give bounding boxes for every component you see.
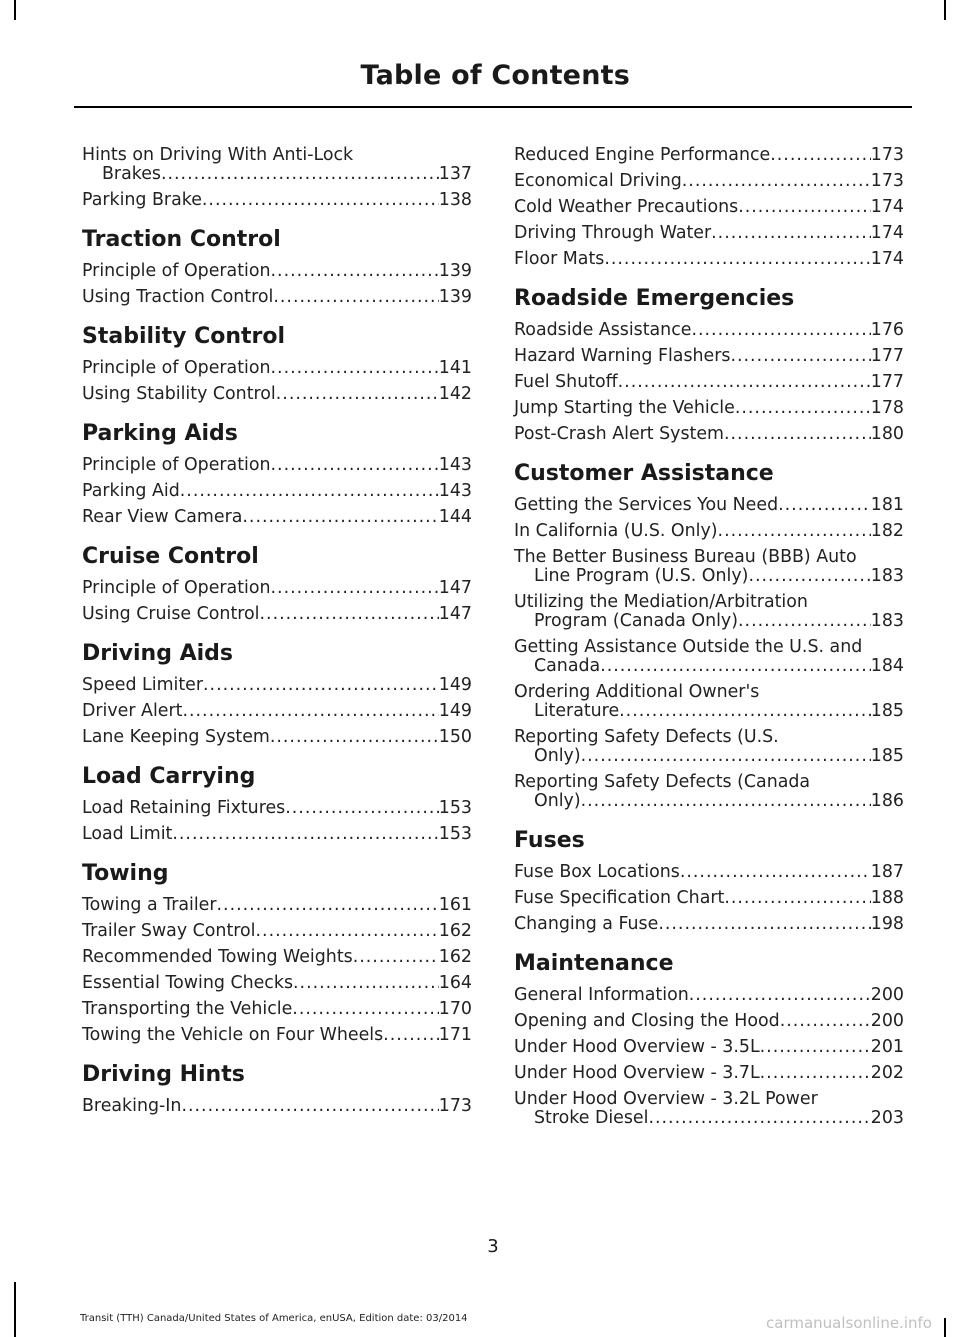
toc-entry-line: [514, 702, 904, 721]
toc-dot-leader: [748, 567, 870, 586]
section-heading: Load Carrying: [82, 764, 256, 789]
toc-entry[interactable]: [514, 146, 904, 165]
toc-entry-line: [514, 548, 904, 567]
toc-entry[interactable]: [514, 773, 904, 811]
edition-footer: Transit (TTH) Canada/United States of America, enUSA, Edition date: 03/2014: [80, 1313, 468, 1324]
toc-entry-title: Fuse Box Locations: [514, 862, 680, 882]
toc-entry-title: Using Cruise Control: [82, 604, 260, 624]
toc-entry-line: [82, 262, 472, 281]
toc-dot-leader: [770, 146, 871, 165]
toc-entry-line: [514, 728, 904, 747]
toc-entry-line: [82, 896, 472, 915]
toc-dot-leader: [271, 456, 439, 475]
toc-entry-title: Trailer Sway Control: [82, 921, 256, 941]
page-title: Table of Contents: [360, 60, 630, 91]
toc-entry-title: Towing a Trailer: [82, 895, 217, 915]
toc-entry-line: [82, 605, 472, 624]
toc-entry[interactable]: [514, 683, 904, 721]
toc-dot-leader: [778, 496, 871, 515]
toc-dot-leader: [691, 321, 870, 340]
toc-entry-title: Principle of Operation: [82, 578, 271, 598]
toc-page-number: 186: [870, 791, 904, 811]
toc-dot-leader: [180, 482, 439, 501]
toc-page-number: 177: [870, 372, 904, 392]
toc-page-number: 202: [870, 1063, 904, 1083]
toc-page-number: 153: [438, 824, 472, 844]
toc-entry-line: [514, 986, 904, 1005]
toc-entry-title: Only): [534, 746, 581, 766]
toc-entry-line: [82, 676, 472, 695]
toc-entry-title: Post-Crash Alert System: [514, 424, 724, 444]
toc-dot-leader: [182, 702, 438, 721]
toc-page-number: 184: [870, 656, 904, 676]
toc-entry-line: [514, 657, 904, 676]
toc-page-number: 173: [870, 145, 904, 165]
toc-entry[interactable]: [82, 385, 472, 404]
toc-entry-title: Program (Canada Only): [534, 611, 739, 631]
toc-entry[interactable]: [82, 1097, 472, 1116]
toc-entry-title: Under Hood Overview - 3.5L: [514, 1037, 760, 1057]
toc-entry-line: [514, 373, 904, 392]
toc-entry-title: Opening and Closing the Hood: [514, 1011, 780, 1031]
toc-page-number: 139: [438, 287, 472, 307]
toc-entry-line: [514, 863, 904, 882]
section-heading: Fuses: [514, 828, 585, 853]
toc-page-number: 161: [438, 895, 472, 915]
toc-entry-line: [514, 347, 904, 366]
toc-entry[interactable]: [82, 579, 472, 598]
toc-page-number: 185: [870, 746, 904, 766]
toc-entry-title: Economical Driving: [514, 171, 682, 191]
toc-entry-title: Lane Keeping System: [82, 727, 270, 747]
toc-entry-line: [82, 288, 472, 307]
toc-dot-leader: [735, 399, 871, 418]
toc-entry-line: [514, 915, 904, 934]
toc-entry-line: [514, 612, 904, 631]
toc-entry[interactable]: [82, 1000, 472, 1019]
toc-entry-title: Driver Alert: [82, 701, 183, 721]
toc-dot-leader: [383, 1026, 439, 1045]
toc-page-number: 153: [438, 798, 472, 818]
toc-page-number: 138: [438, 190, 472, 210]
crop-mark-top-right: [944, 0, 946, 20]
toc-page-number: 177: [870, 346, 904, 366]
toc-entry-title: Principle of Operation: [82, 358, 271, 378]
toc-entry-line: [514, 683, 904, 702]
toc-entry-line: [82, 146, 472, 165]
toc-page-number: 150: [438, 727, 472, 747]
section-heading: Traction Control: [82, 227, 281, 252]
toc-entry-line: [514, 321, 904, 340]
toc-entry[interactable]: [514, 728, 904, 766]
toc-entry-title: In California (U.S. Only): [514, 521, 718, 541]
toc-entry-line: [514, 593, 904, 612]
toc-dot-leader: [648, 1109, 870, 1128]
toc-entry-line: [82, 728, 472, 747]
page-number: 3: [487, 1236, 499, 1257]
toc-entry-line: [514, 1012, 904, 1031]
toc-entry-title: General Information: [514, 985, 689, 1005]
toc-entry-line: [82, 385, 472, 404]
toc-page-number: 201: [870, 1037, 904, 1057]
toc-entry-title: Using Stability Control: [82, 384, 276, 404]
toc-entry[interactable]: [82, 262, 472, 281]
toc-page-number: 137: [438, 164, 472, 184]
toc-dot-leader: [780, 1012, 871, 1031]
toc-page-number: 203: [870, 1108, 904, 1128]
toc-page-number: 182: [870, 521, 904, 541]
toc-entry[interactable]: [514, 224, 904, 243]
toc-dot-leader: [618, 373, 871, 392]
section-heading: Customer Assistance: [514, 461, 774, 486]
toc-dot-leader: [217, 896, 439, 915]
toc-entry-title: Cold Weather Precautions: [514, 197, 739, 217]
toc-dot-leader: [680, 863, 871, 882]
toc-entry-line: [82, 165, 472, 184]
toc-page-number: 198: [870, 914, 904, 934]
crop-mark-bottom-left: [14, 1282, 16, 1337]
toc-entry-title: Fuse Specification Chart: [514, 888, 725, 908]
toc-entry[interactable]: [82, 948, 472, 967]
toc-entry[interactable]: [82, 146, 472, 184]
toc-dot-leader: [273, 288, 438, 307]
toc-entry-title: Literature: [534, 701, 620, 721]
toc-page-number: 183: [870, 611, 904, 631]
toc-dot-leader: [271, 262, 439, 281]
toc-entry-line: [514, 172, 904, 191]
toc-dot-leader: [203, 676, 439, 695]
toc-entry-line: [82, 948, 472, 967]
toc-entry-line: [514, 792, 904, 811]
toc-page-number: 178: [870, 398, 904, 418]
toc-entry-line: [514, 198, 904, 217]
toc-dot-leader: [581, 747, 871, 766]
toc-entry-line: [514, 425, 904, 444]
toc-entry-title: Essential Towing Checks: [82, 973, 294, 993]
toc-entry-title: Breaking-In: [82, 1096, 182, 1116]
toc-dot-leader: [172, 825, 438, 844]
toc-dot-leader: [682, 172, 871, 191]
toc-dot-leader: [600, 657, 871, 676]
toc-entry-title: Only): [534, 791, 581, 811]
toc-dot-leader: [711, 224, 871, 243]
crop-mark-top-left: [14, 0, 16, 20]
toc-page-number: 176: [870, 320, 904, 340]
crop-mark-bottom-right: [944, 1318, 946, 1337]
toc-entry-title: Canada: [534, 656, 601, 676]
toc-dot-leader: [292, 1000, 439, 1019]
toc-dot-leader: [760, 1038, 871, 1057]
toc-dot-leader: [760, 1064, 871, 1083]
toc-page-number: 149: [438, 701, 472, 721]
toc-entry[interactable]: [82, 508, 472, 527]
toc-entry[interactable]: [82, 1026, 472, 1045]
toc-entry-title: Using Traction Control: [82, 287, 274, 307]
toc-entry-title: Principle of Operation: [82, 455, 271, 475]
toc-page-number: 170: [438, 999, 472, 1019]
toc-dot-leader: [260, 605, 439, 624]
toc-page-number: 162: [438, 947, 472, 967]
toc-entry-title: Principle of Operation: [82, 261, 271, 281]
toc-page-number: 142: [438, 384, 472, 404]
toc-entry-title: Reporting Safety Defects (Canada: [514, 772, 811, 792]
toc-entry-title: Parking Aid: [82, 481, 180, 501]
toc-page-number: 180: [870, 424, 904, 444]
toc-entry-title: Recommended Towing Weights: [82, 947, 353, 967]
toc-dot-leader: [738, 612, 871, 631]
toc-entry-line: [82, 1026, 472, 1045]
toc-dot-leader: [353, 948, 439, 967]
toc-dot-leader: [285, 799, 439, 818]
section-heading: Cruise Control: [82, 544, 259, 569]
toc-dot-leader: [293, 974, 439, 993]
toc-entry-title: Load Retaining Fixtures: [82, 798, 286, 818]
toc-dot-leader: [181, 1097, 438, 1116]
watermark: carmanualsonline.info: [766, 1314, 932, 1332]
section-heading: Parking Aids: [82, 421, 238, 446]
toc-entry-line: [514, 250, 904, 269]
toc-entry-line: [82, 508, 472, 527]
toc-page-number: 141: [438, 358, 472, 378]
toc-page-number: 200: [870, 1011, 904, 1031]
toc-page-number: 143: [438, 481, 472, 501]
toc-entry-line: [82, 799, 472, 818]
toc-page-number: 164: [438, 973, 472, 993]
toc-dot-leader: [738, 198, 871, 217]
toc-entry[interactable]: [514, 347, 904, 366]
toc-page-number: 181: [870, 495, 904, 515]
toc-page-number: 188: [870, 888, 904, 908]
section-heading: Stability Control: [82, 324, 286, 349]
toc-entry[interactable]: [514, 172, 904, 191]
toc-dot-leader: [581, 792, 871, 811]
toc-dot-leader: [724, 425, 871, 444]
toc-entry[interactable]: [514, 889, 904, 908]
toc-entry-line: [82, 974, 472, 993]
toc-entry-title: Floor Mats: [514, 249, 605, 269]
toc-entry-line: [514, 1038, 904, 1057]
toc-entry-title: Getting the Services You Need: [514, 495, 779, 515]
toc-dot-leader: [256, 922, 439, 941]
toc-dot-leader: [202, 191, 439, 210]
toc-entry-line: [82, 579, 472, 598]
toc-entry[interactable]: [82, 974, 472, 993]
toc-page-number: 143: [438, 455, 472, 475]
toc-entry-line: [514, 1090, 904, 1109]
toc-page-number: 149: [438, 675, 472, 695]
toc-entry-line: [82, 825, 472, 844]
toc-entry-line: [514, 1109, 904, 1128]
toc-page-number: 187: [870, 862, 904, 882]
toc-entry[interactable]: [514, 1090, 904, 1128]
toc-page-number: 174: [870, 197, 904, 217]
section-heading: Driving Hints: [82, 1062, 245, 1087]
toc-entry[interactable]: [82, 728, 472, 747]
toc-entry-line: [514, 496, 904, 515]
toc-entry-title: Towing the Vehicle on Four Wheels: [82, 1025, 384, 1045]
toc-entry-line: [82, 1000, 472, 1019]
toc-entry[interactable]: [514, 522, 904, 541]
toc-entry[interactable]: [82, 922, 472, 941]
toc-entry-line: [82, 456, 472, 475]
toc-entry-line: [514, 1064, 904, 1083]
toc-entry-title: Under Hood Overview - 3.2L Power: [514, 1089, 818, 1109]
toc-entry[interactable]: [514, 548, 904, 586]
toc-entry-title: The Better Business Bureau (BBB) Auto: [514, 547, 857, 567]
toc-entry[interactable]: [514, 638, 904, 676]
toc-entry[interactable]: [514, 250, 904, 269]
toc-entry[interactable]: [514, 399, 904, 418]
header-divider: [74, 106, 912, 108]
toc-entry[interactable]: [514, 915, 904, 934]
toc-entry[interactable]: [82, 359, 472, 378]
toc-page-number: 139: [438, 261, 472, 281]
toc-entry-title: Roadside Assistance: [514, 320, 692, 340]
toc-entry-title: Stroke Diesel: [534, 1108, 649, 1128]
toc-page-number: 147: [438, 604, 472, 624]
toc-entry[interactable]: [82, 191, 472, 210]
toc-page-number: 183: [870, 566, 904, 586]
toc-entry[interactable]: [82, 799, 472, 818]
section-heading: Towing: [82, 861, 169, 886]
toc-entry-line: [514, 747, 904, 766]
toc-entry-title: Reduced Engine Performance: [514, 145, 771, 165]
toc-entry[interactable]: [514, 986, 904, 1005]
toc-entry-line: [82, 922, 472, 941]
toc-entry-line: [82, 702, 472, 721]
toc-entry-title: Hazard Warning Flashers: [514, 346, 731, 366]
toc-entry[interactable]: [82, 676, 472, 695]
toc-page-number: 147: [438, 578, 472, 598]
toc-dot-leader: [619, 702, 871, 721]
toc-page-number: 185: [870, 701, 904, 721]
toc-entry-title: Fuel Shutoff: [514, 372, 618, 392]
toc-entry-title: Parking Brake: [82, 190, 202, 210]
toc-dot-leader: [276, 385, 439, 404]
toc-dot-leader: [718, 522, 871, 541]
toc-page-number: 174: [870, 223, 904, 243]
toc-dot-leader: [658, 915, 870, 934]
toc-entry[interactable]: [82, 825, 472, 844]
toc-dot-leader: [271, 579, 439, 598]
toc-entry-title: Brakes: [102, 164, 161, 184]
toc-entry-title: Changing a Fuse: [514, 914, 659, 934]
toc-entry-title: Transporting the Vehicle: [82, 999, 293, 1019]
toc-dot-leader: [724, 889, 870, 908]
toc-entry[interactable]: [82, 702, 472, 721]
toc-entry-title: Ordering Additional Owner's: [514, 682, 760, 702]
section-heading: Roadside Emergencies: [514, 286, 795, 311]
section-heading: Driving Aids: [82, 641, 234, 666]
toc-dot-leader: [604, 250, 870, 269]
toc-entry-line: [514, 773, 904, 792]
toc-entry-title: Under Hood Overview - 3.7L: [514, 1063, 760, 1083]
toc-dot-leader: [689, 986, 871, 1005]
toc-entry[interactable]: [82, 288, 472, 307]
toc-entry[interactable]: [514, 593, 904, 631]
toc-entry[interactable]: [514, 1038, 904, 1057]
toc-entry[interactable]: [82, 456, 472, 475]
toc-page-number: 174: [870, 249, 904, 269]
toc-page-number: 200: [870, 985, 904, 1005]
toc-dot-leader: [242, 508, 438, 527]
toc-entry-line: [514, 146, 904, 165]
toc-page-number: 173: [438, 1096, 472, 1116]
toc-entry-line: [82, 191, 472, 210]
toc-entry[interactable]: [514, 863, 904, 882]
toc-entry-title: Line Program (U.S. Only): [534, 566, 749, 586]
toc-page-number: 144: [438, 507, 472, 527]
section-heading: Maintenance: [514, 951, 674, 976]
toc-entry-title: Driving Through Water: [514, 223, 712, 243]
toc-entry-line: [514, 567, 904, 586]
toc-entry-title: Load Limit: [82, 824, 173, 844]
toc-page-number: 171: [438, 1025, 472, 1045]
toc-entry[interactable]: [514, 373, 904, 392]
toc-entry-line: [514, 889, 904, 908]
toc-entry-line: [82, 1097, 472, 1116]
toc-right-column: [514, 146, 904, 1135]
toc-entry-title: Jump Starting the Vehicle: [514, 398, 735, 418]
toc-entry[interactable]: [514, 496, 904, 515]
toc-entry-title: Hints on Driving With Anti-Lock: [82, 145, 354, 165]
toc-entry-title: Utilizing the Mediation/Arbitration: [514, 592, 808, 612]
toc-entry-line: [514, 638, 904, 657]
toc-entry[interactable]: [82, 605, 472, 624]
toc-dot-leader: [730, 347, 870, 366]
toc-entry[interactable]: [514, 321, 904, 340]
toc-entry[interactable]: [514, 1064, 904, 1083]
toc-entry[interactable]: [82, 896, 472, 915]
toc-entry-line: [514, 224, 904, 243]
toc-entry-title: Speed Limiter: [82, 675, 204, 695]
toc-page-number: 162: [438, 921, 472, 941]
toc-entry[interactable]: [514, 1012, 904, 1031]
toc-dot-leader: [161, 165, 439, 184]
toc-left-column: [82, 146, 472, 1123]
toc-entry[interactable]: [514, 425, 904, 444]
toc-entry-line: [514, 399, 904, 418]
toc-dot-leader: [271, 359, 439, 378]
toc-entry-line: [82, 482, 472, 501]
toc-page-number: 173: [870, 171, 904, 191]
toc-entry-line: [514, 522, 904, 541]
toc-dot-leader: [270, 728, 439, 747]
toc-entry-title: Reporting Safety Defects (U.S.: [514, 727, 779, 747]
toc-entry-title: Getting Assistance Outside the U.S. and: [514, 637, 863, 657]
toc-entry-title: Rear View Camera: [82, 507, 243, 527]
toc-entry-line: [82, 359, 472, 378]
toc-entry[interactable]: [82, 482, 472, 501]
toc-entry[interactable]: [514, 198, 904, 217]
